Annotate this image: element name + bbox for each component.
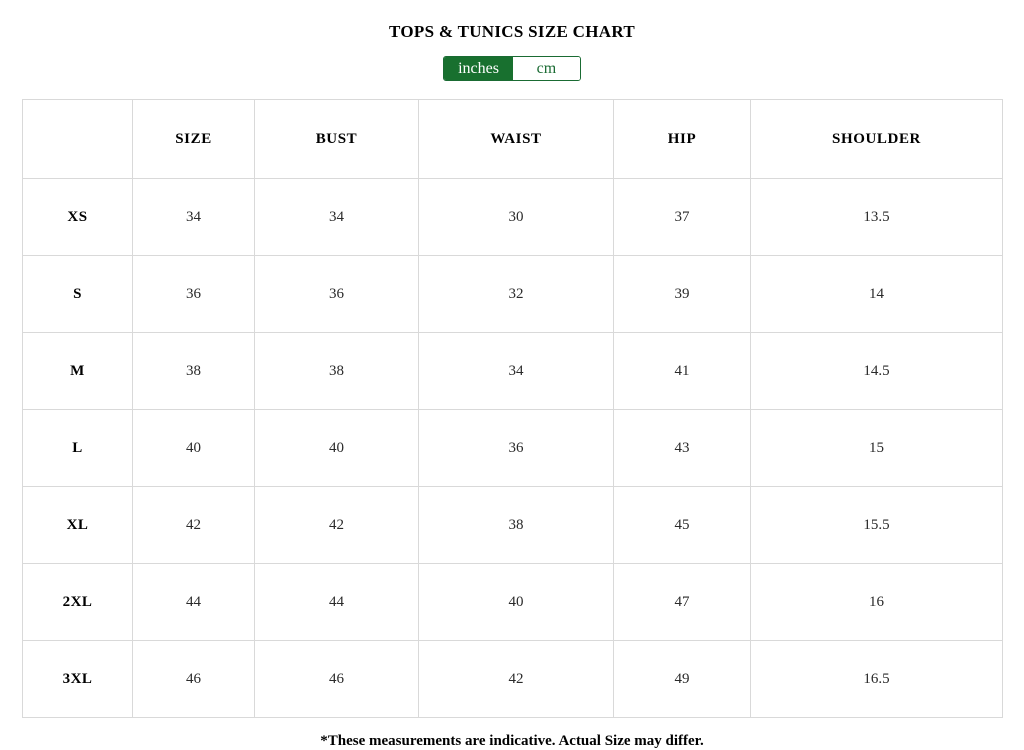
cell-size: 46 [133, 641, 255, 718]
cell-bust: 42 [255, 487, 419, 564]
cell-hip: 39 [614, 256, 751, 333]
cell-hip: 47 [614, 564, 751, 641]
table-row [23, 487, 1003, 564]
table-header-shoulder: SHOULDER [751, 100, 1003, 179]
cell-bust: 38 [255, 333, 419, 410]
cell-size: 38 [133, 333, 255, 410]
table-row [23, 641, 1003, 718]
cell-hip: 41 [614, 333, 751, 410]
table-header-size: SIZE [133, 100, 255, 179]
cell-waist: 32 [419, 256, 614, 333]
size-table [22, 99, 1003, 718]
unit-toggle[interactable] [443, 56, 581, 81]
cell-hip: 45 [614, 487, 751, 564]
cell-shoulder: 15 [751, 410, 1003, 487]
cell-shoulder: 13.5 [751, 179, 1003, 256]
cell-size: 36 [133, 256, 255, 333]
table-body [23, 179, 1003, 718]
cell-bust: 44 [255, 564, 419, 641]
page-title: TOPS & TUNICS SIZE CHART [389, 22, 635, 41]
cell-shoulder: 16.5 [751, 641, 1003, 718]
table-row [23, 333, 1003, 410]
row-label: 2XL [23, 564, 133, 641]
cell-bust: 36 [255, 256, 419, 333]
cell-size: 44 [133, 564, 255, 641]
row-label: XS [23, 179, 133, 256]
cell-size: 34 [133, 179, 255, 256]
cell-hip: 49 [614, 641, 751, 718]
cell-waist: 30 [419, 179, 614, 256]
table-header-bust: BUST [255, 100, 419, 179]
size-table-wrapper [22, 99, 1002, 718]
row-label: L [23, 410, 133, 487]
cell-size: 42 [133, 487, 255, 564]
table-header-corner [23, 100, 133, 179]
cell-waist: 34 [419, 333, 614, 410]
cell-waist: 42 [419, 641, 614, 718]
table-header-waist: WAIST [419, 100, 614, 179]
cell-bust: 34 [255, 179, 419, 256]
table-row [23, 256, 1003, 333]
unit-option-cm[interactable]: cm [513, 57, 580, 80]
table-header-hip: HIP [614, 100, 751, 179]
row-label: XL [23, 487, 133, 564]
cell-hip: 37 [614, 179, 751, 256]
table-row [23, 179, 1003, 256]
row-label: S [23, 256, 133, 333]
table-row [23, 564, 1003, 641]
cell-waist: 38 [419, 487, 614, 564]
unit-option-inches[interactable]: inches [444, 57, 513, 80]
cell-waist: 36 [419, 410, 614, 487]
cell-bust: 46 [255, 641, 419, 718]
cell-shoulder: 14.5 [751, 333, 1003, 410]
cell-shoulder: 16 [751, 564, 1003, 641]
cell-hip: 43 [614, 410, 751, 487]
table-header [23, 100, 1003, 179]
table-row [23, 410, 1003, 487]
cell-size: 40 [133, 410, 255, 487]
cell-bust: 40 [255, 410, 419, 487]
measurement-footnote: *These measurements are indicative. Actual Size may differ. [320, 733, 704, 749]
row-label: M [23, 333, 133, 410]
row-label: 3XL [23, 641, 133, 718]
table-header-row [23, 100, 1003, 179]
cell-shoulder: 14 [751, 256, 1003, 333]
cell-waist: 40 [419, 564, 614, 641]
cell-shoulder: 15.5 [751, 487, 1003, 564]
